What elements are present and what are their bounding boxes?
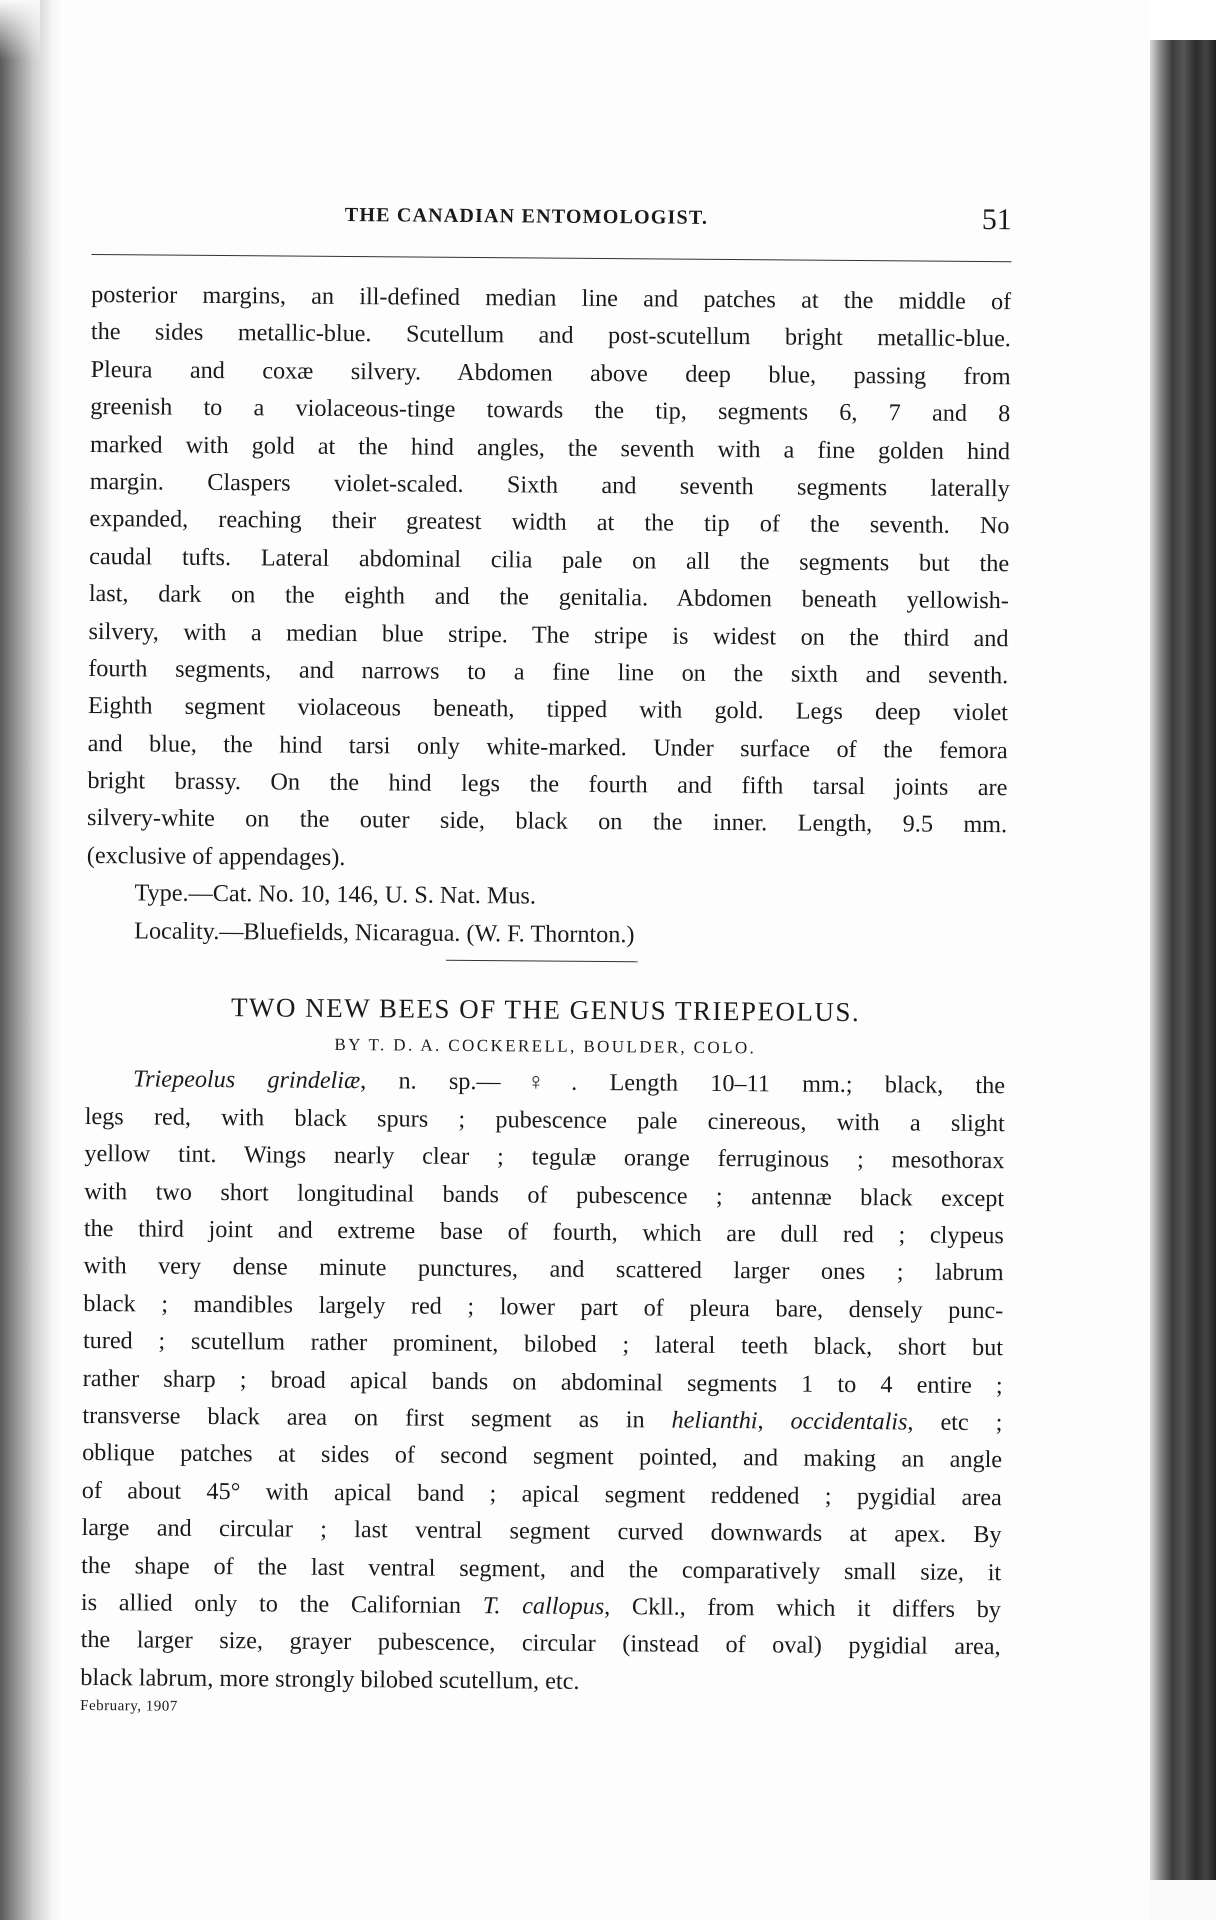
binding-bottom bbox=[1150, 1880, 1216, 1920]
text-line: (exclusive of appendages). bbox=[86, 841, 346, 871]
text-segment: , Ckll., from which it differs by bbox=[604, 1592, 1002, 1624]
text-segment: transverse black area on first segment as in bbox=[82, 1401, 672, 1434]
species-lines-a bbox=[83, 1098, 1005, 1404]
text-line: the larger size, grayer pubescence, circular (instead of oval) pygidial area, bbox=[80, 1626, 1001, 1661]
text-line: legs red, with black spurs ; pubescence pale cinereous, with a slight bbox=[84, 1102, 1005, 1138]
species-paragraph bbox=[80, 1060, 1005, 1703]
type-line: Type.—Cat. No. 10, 146, U. S. Nat. Mus. bbox=[134, 879, 537, 910]
text-line: bright brassy. On the hind legs the fourth and fifth tarsal joints are bbox=[87, 767, 1008, 802]
text-line: of about 45° with apical band ; apical segment reddened ; pygidial area bbox=[81, 1476, 1002, 1511]
locality-line: Locality.—Bluefields, Nicaragua. (W. F. Thornton.) bbox=[134, 916, 635, 948]
page-edge-shadow bbox=[0, 0, 62, 1920]
article-title: TWO NEW BEES OF THE GENUS TRIEPEOLUS. bbox=[230, 992, 861, 1028]
section-divider-rule bbox=[446, 960, 638, 963]
text-line: black ; mandibles largely red ; lower part of pleura bare, densely punc- bbox=[83, 1289, 1004, 1324]
text-line: greenish to a violaceous-tinge towards the tip, segments 6, 7 and 8 bbox=[90, 393, 1011, 428]
body-text bbox=[80, 276, 1011, 1733]
text-line: Pleura and coxæ silvery. Abdomen above deep blue, passing from bbox=[90, 355, 1011, 391]
description-paragraph bbox=[87, 276, 1012, 881]
text-segment: , bbox=[757, 1407, 791, 1435]
species-ref-occidentalis: occidentalis bbox=[790, 1407, 908, 1436]
text-line: and blue, the hind tarsi only white-marked. Under surface of the femora bbox=[87, 729, 1008, 764]
text-line: the sides metallic-blue. Scutellum and post-scutellum bright metallic-blue. bbox=[90, 318, 1012, 353]
text-line: large and circular ; last ventral segment curved downwards at apex. By bbox=[81, 1514, 1002, 1549]
text-line: margin. Claspers violet-scaled. Sixth and seventh segments laterally bbox=[89, 467, 1010, 503]
text-line: last, dark on the eighth and the genitalia. Abdomen beneath yellowish- bbox=[88, 580, 1009, 615]
species-ref-helianthi: helianthi bbox=[671, 1406, 758, 1435]
text-line: rather sharp ; broad apical bands on abdominal segments 1 to 4 entire ; bbox=[82, 1364, 1003, 1399]
book-binding bbox=[1150, 40, 1216, 1890]
species-lines-c bbox=[80, 1621, 1001, 1703]
text-line: the third joint and extreme base of fourth, which are dull red ; clypeus bbox=[83, 1214, 1004, 1250]
text-line: with two short longitudinal bands of pubescence ; antennæ black except bbox=[84, 1177, 1005, 1212]
page-number: 51 bbox=[981, 202, 1012, 237]
article-byline: BY T. D. A. COCKERELL, BOULDER, COLO. bbox=[334, 1035, 757, 1058]
species-ref-callopus: T. callopus bbox=[482, 1592, 605, 1620]
text-line: the shape of the last ventral segment, and the comparatively small size, it bbox=[81, 1551, 1002, 1586]
species-first-line-rest: , n. sp.—♀. Length 10–11 mm.; black, the bbox=[360, 1067, 1006, 1100]
running-header bbox=[92, 196, 1012, 247]
text-line: yellow tint. Wings nearly clear ; tegulæ orange ferruginous ; mesothorax bbox=[84, 1140, 1005, 1175]
issue-date: February, 1907 bbox=[80, 1698, 178, 1715]
text-line: silvery, with a median blue stripe. The stripe is widest on the third and bbox=[88, 617, 1009, 652]
page-content bbox=[80, 196, 1012, 1715]
text-line: black labrum, more strongly bilobed scutellum, etc. bbox=[80, 1663, 580, 1695]
text-line: tured ; scutellum rather prominent, bilobed ; lateral teeth black, short but bbox=[82, 1327, 1004, 1362]
text-line: with very dense minute punctures, and scattered larger ones ; labrum bbox=[83, 1252, 1004, 1287]
text-line: expanded, reaching their greatest width at the tip of the seventh. No bbox=[89, 505, 1010, 540]
text-segment: , etc ; bbox=[907, 1408, 1003, 1437]
text-line: oblique patches at sides of second segment pointed, and making an angle bbox=[82, 1439, 1003, 1474]
text-segment: is allied only to the Californian bbox=[80, 1588, 483, 1620]
page-edge-highlight bbox=[0, 0, 40, 60]
species-name: Triepeolus grindeliæ bbox=[132, 1065, 361, 1095]
text-line: fourth segments, and narrows to a fine line on the sixth and seventh. bbox=[88, 654, 1009, 690]
text-line: Eighth segment violaceous beneath, tipped with gold. Legs deep violet bbox=[87, 692, 1009, 727]
text-line: caudal tufts. Lateral abdominal cilia pale on all the segments but the bbox=[89, 542, 1010, 577]
section-divider bbox=[86, 949, 1006, 994]
species-lines-b bbox=[81, 1434, 1002, 1591]
text-line: marked with gold at the hind angles, the seventh with a fine golden hind bbox=[89, 430, 1011, 465]
running-title: THE CANADIAN ENTOMOLOGIST. bbox=[344, 203, 709, 229]
text-line: silvery-white on the outer side, black on the inner. Length, 9.5 mm. bbox=[87, 804, 1008, 839]
text-line: posterior margins, an ill-defined median line and patches at the middle of bbox=[91, 280, 1012, 316]
